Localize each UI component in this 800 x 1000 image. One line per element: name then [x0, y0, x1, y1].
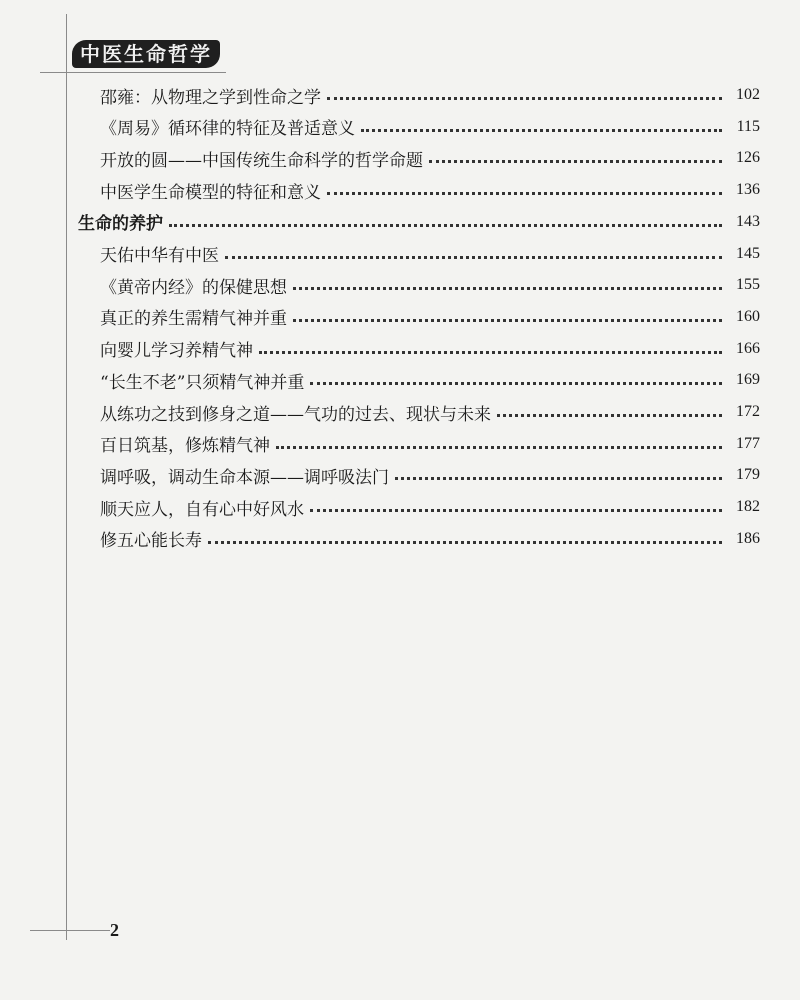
toc-leader-dots — [276, 445, 722, 449]
toc-section-entry — [78, 207, 760, 237]
page-number: 2 — [110, 920, 119, 940]
toc-entry-page: 169 — [736, 371, 760, 389]
toc-entry — [100, 492, 760, 522]
toc-entry-title: 向婴儿学习养精气神 — [100, 341, 253, 362]
toc-entry-page: 160 — [736, 307, 760, 325]
toc-entry-title: 中医学生命模型的特征和意义 — [100, 182, 321, 203]
toc-entry-title: 生命的养护 — [78, 214, 163, 235]
toc-leader-dots — [395, 476, 722, 480]
toc-entry-title: 开放的圆——中国传统生命科学的哲学命题 — [100, 150, 423, 171]
toc-entry — [100, 302, 760, 332]
toc-entry-title: 天佑中华有中医 — [100, 246, 219, 266]
toc-leader-dots — [310, 381, 722, 385]
toc-entry-page: 179 — [736, 466, 760, 484]
toc-entry-page: 186 — [736, 529, 760, 547]
toc-entry-page: 102 — [736, 86, 760, 103]
toc-entry-page: 143 — [736, 212, 760, 230]
toc-entry — [100, 397, 760, 427]
toc-leader-dots — [208, 540, 722, 544]
toc-leader-dots — [169, 223, 722, 227]
toc-entry — [100, 80, 760, 110]
toc-entry — [100, 429, 760, 459]
header-rule — [40, 72, 226, 73]
toc-entry-title: 《周易》循环律的特征及普适意义 — [100, 119, 355, 140]
toc-leader-dots — [361, 128, 722, 132]
toc-entry-title: 调呼吸，调动生命本源——调呼吸法门 — [100, 467, 389, 488]
toc-entry — [100, 334, 760, 364]
toc-entry-page: 115 — [736, 117, 760, 135]
running-header-book-title: 中医生命哲学 — [72, 40, 220, 68]
toc-entry-title: “长生不老”只须精气神并重 — [100, 372, 305, 393]
toc-entry-page: 172 — [736, 403, 760, 420]
toc-entry-page: 126 — [736, 149, 760, 167]
toc-entry-page: 136 — [736, 181, 760, 199]
toc-leader-dots — [327, 191, 722, 195]
toc-entry-page: 145 — [736, 244, 760, 262]
toc-entry — [100, 143, 760, 173]
toc-entry — [100, 524, 760, 554]
toc-leader-dots — [293, 286, 722, 290]
toc-leader-dots — [293, 318, 722, 322]
toc-entry-title: 修五心能长寿 — [100, 531, 202, 552]
toc-entry-title: 邵雍：从物理之学到性命之学 — [100, 87, 321, 108]
toc-leader-dots — [429, 159, 722, 163]
toc-entry-title: 《黄帝内经》的保健思想 — [100, 277, 287, 298]
toc-entry-title: 百日筑基，修炼精气神 — [100, 436, 270, 457]
toc-entry-page: 182 — [736, 498, 760, 516]
toc-entry — [100, 175, 760, 205]
footer-rule — [30, 930, 110, 931]
toc-entry — [100, 239, 760, 269]
toc-entry-page: 166 — [736, 339, 760, 357]
toc-entry-title: 从练功之技到修身之道——气功的过去、现状与未来 — [100, 404, 491, 425]
margin-vertical-rule — [66, 14, 67, 940]
toc-entry-page: 155 — [736, 276, 760, 294]
toc-leader-dots — [310, 508, 722, 512]
toc-leader-dots — [225, 255, 722, 259]
toc-entry — [100, 365, 760, 395]
toc-entry-title: 顺天应人，自有心中好风水 — [100, 499, 304, 520]
toc-leader-dots — [327, 96, 722, 100]
toc-entry-title: 真正的养生需精气神并重 — [100, 309, 287, 330]
toc-leader-dots — [259, 350, 722, 354]
toc-leader-dots — [497, 413, 722, 417]
toc-entry — [100, 460, 760, 490]
toc-entry-page: 177 — [736, 434, 760, 452]
toc-entry — [100, 112, 760, 142]
toc-entry — [100, 270, 760, 300]
